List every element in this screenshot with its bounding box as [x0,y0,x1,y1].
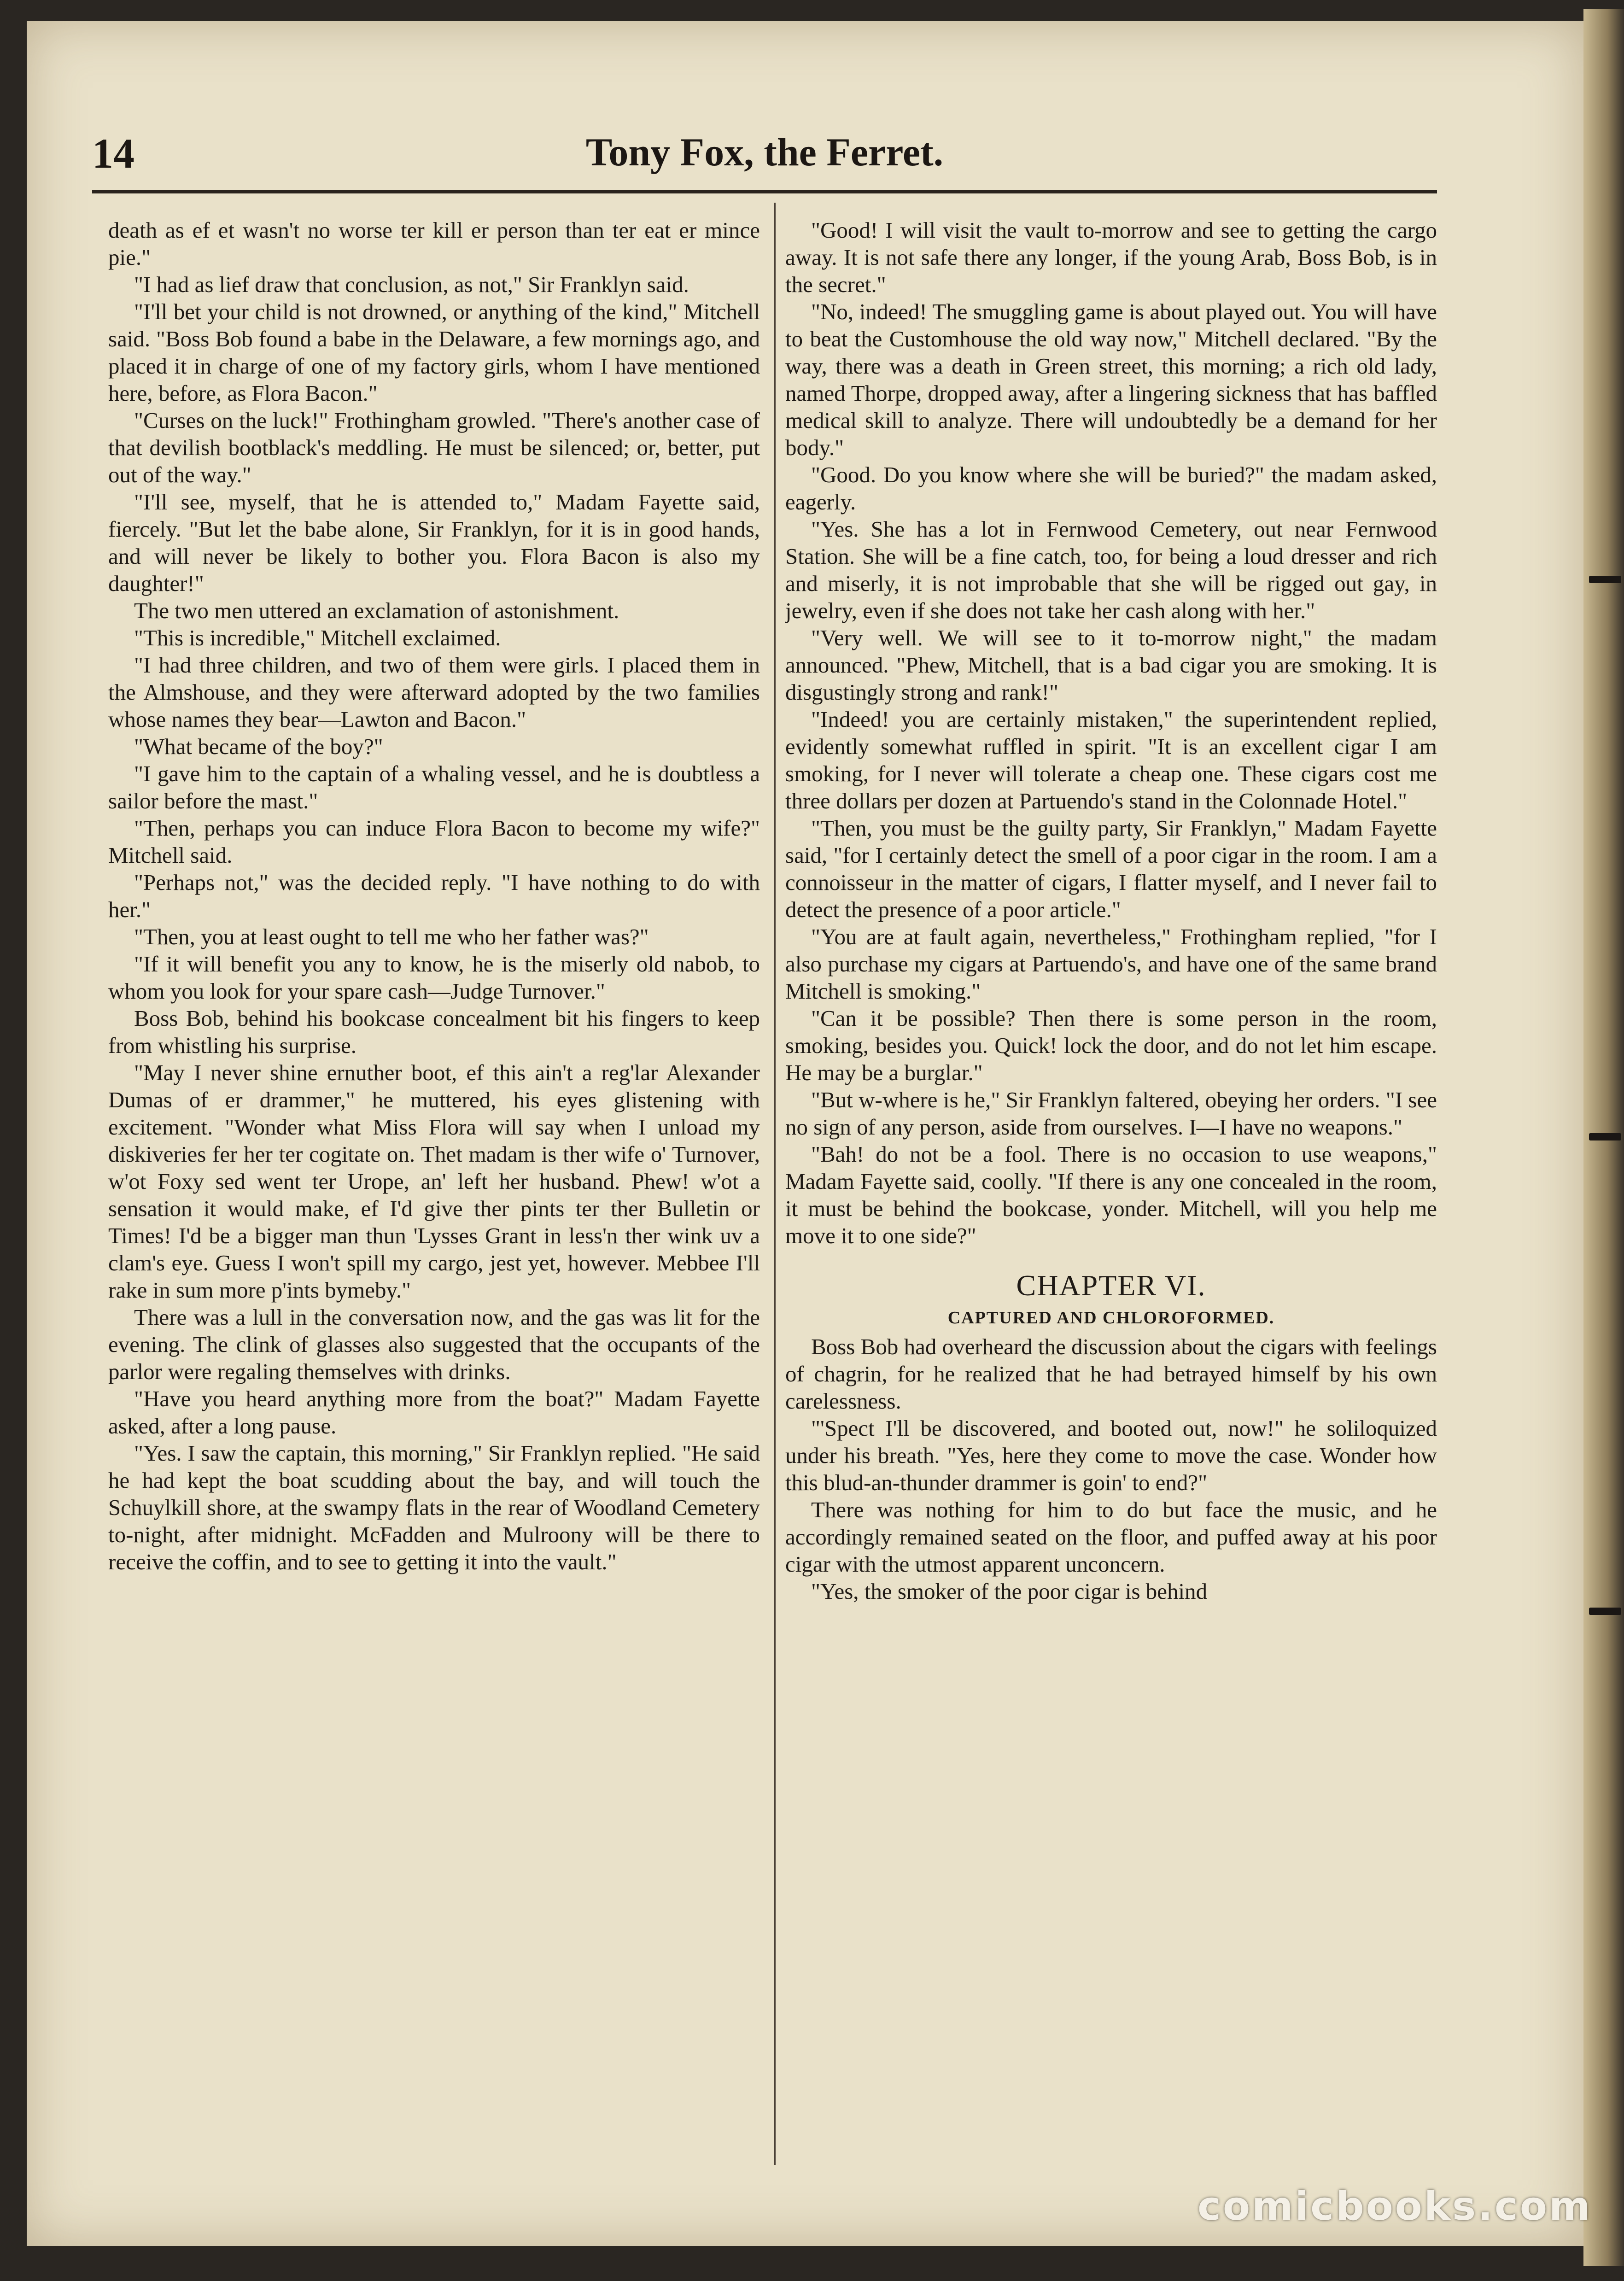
left-column [108,216,760,2151]
paragraph: death as ef et wasn't no worse ter kill er person than ter eat er mince pie." [108,217,760,270]
paragraph: "Perhaps not," was the decided reply. "I have nothing to do with her." [108,870,760,922]
paragraph: "I had three children, and two of them were girls. I placed them in the Almshouse, and they were afterward adopted by the two families whose names they bear—Lawton and Bacon." [108,652,760,732]
chapter-subtitle: CAPTURED AND CHLOROFORMED. [947,1308,1275,1328]
paragraph: "Good! I will visit the vault to-morrow and see to getting the cargo away. It is not safe there any longer, if the young Arab, Boss Bob, is in the secret." [785,217,1437,297]
paragraph: Boss Bob, behind his bookcase concealment bit his fingers to keep from whistling his surprise. [108,1006,760,1058]
paragraph: "I had as lief draw that conclusion, as not," Sir Franklyn said. [134,272,689,297]
paragraph: There was nothing for him to do but face the music, and he accordingly remained seated on the floor, and puffed away at his poor cigar with the utmost apparent unconcern. [785,1497,1437,1577]
staple-middle [1589,1133,1621,1140]
paragraph: "Good. Do you know where she will be buried?" the madam asked, eagerly. [785,462,1437,515]
paragraph: "But w-where is he," Sir Franklyn faltered, obeying her orders. "I see no sign of any person, aside from ourselves. I—I have no weapons." [785,1087,1437,1140]
paragraph: "Have you heard anything more from the boat?" Madam Fayette asked, after a long pause. [108,1386,760,1439]
paragraph: The two men uttered an exclamation of astonishment. [134,598,619,623]
watermark: comicbooks.com [1198,2183,1592,2229]
paragraph: "What became of the boy?" [134,734,383,759]
staple-top [1589,576,1621,583]
paragraph: "Can it be possible? Then there is some person in the room, smoking, besides you. Quick! lock the door, and do not let him escape. He may be a burglar." [785,1006,1437,1085]
paragraph: "May I never shine ernuther boot, ef this ain't a reg'lar Alexander Dumas of er drammer," he muttered, his eyes glistening with excitement. "Wonder what Miss Flora will say when I unload my diskiveries fer her ter cogitate on. Thet madam is ther wife o' Turnover, w'ot Foxy sed went ter Urope, an' left her husband. Phew! w'ot a sensation it would make, ef I'd give ther pints ter ther Bulletin or Times! I'd be a bigger man thun 'Lysses Grant in less'n ther wink uv a clam's eye. Guess I won't spill my cargo, jest yet, however. Mebbee I'll rake in sum more p'ints bymeby." [108,1060,760,1303]
paragraph: "Indeed! you are certainly mistaken," the superintendent replied, evidently somewhat ruffled in spirit. "It is an excellent cigar I am smoking, for I never will tolerate a cheap one. These cigars cost me three dollars per dozen at Partuendo's stand in the Colonnade Hotel." [785,707,1437,813]
paragraph: "Bah! do not be a fool. There is no occasion to use weapons," Madam Fayette said, coolly. "If there is any one concealed in the room, it must be behind the bookcase, yonder. Mitchell, will you help me move it to one side?" [785,1141,1437,1248]
staple-bottom [1589,1608,1621,1615]
paragraph: "I gave him to the captain of a whaling vessel, and he is doubtless a sailor before the mast." [108,761,760,813]
running-title: Tony Fox, the Ferret. [585,130,944,174]
paragraph: "If it will benefit you any to know, he is the miserly old nabob, to whom you look for your spare cash—Judge Turnover." [108,951,760,1004]
paragraph: "'Spect I'll be discovered, and booted out, now!" he soliloquized under his breath. "Yes, here they come to move the case. Wonder how this blud-an-thunder drammer is goin' to end?" [785,1415,1437,1495]
right-column [785,216,1437,2151]
page-number: 14 [92,130,134,177]
paragraph: "Then, perhaps you can induce Flora Bacon to become my wife?" Mitchell said. [108,815,760,868]
paragraph: "Yes, the smoker of the poor cigar is behind [811,1579,1208,1604]
paragraph: "Then, you at least ought to tell me who her father was?" [134,924,649,949]
paragraph: Boss Bob had overheard the discussion about the cigars with feelings of chagrin, for he realized that he had betrayed himself by his own carelessness. [785,1334,1437,1414]
column-divider [774,203,776,2165]
paragraph: There was a lull in the conversation now, and the gas was lit for the evening. The clink of glasses also suggested that the occupants of the parlor were regaling themselves with drinks. [108,1304,760,1384]
paragraph: "Yes. She has a lot in Fernwood Cemetery, out near Fernwood Station. She will be a fine catch, too, for being a loud dresser and rich and miserly, it is not improbable that she will be rigged out gay, in jewelry, even if she does not take her cash along with her." [785,516,1437,623]
header-rule [92,190,1437,193]
paragraph: "I'll bet your child is not drowned, or anything of the kind," Mitchell said. "Boss Bob found a babe in the Delaware, a few mornings ago, and placed it in charge of one of my factory girls, whom I have mentioned here, before, as Flora Bacon." [108,299,760,406]
paragraph: "Then, you must be the guilty party, Sir Franklyn," Madam Fayette said, "for I certainly detect the smell of a poor cigar in the room. I am a connoisseur in the matter of cigars, I flatter myself, and I never fail to detect the presence of a poor article." [785,815,1437,922]
paragraph: "Curses on the luck!" Frothingham growled. "There's another case of that devilish bootblack's meddling. He must be silenced; or, better, put out of the way." [108,408,760,487]
paragraph: "Yes. I saw the captain, this morning," Sir Franklyn replied. "He said he had kept the boat scudding about the bay, and will touch the Schuylkill shore, at the swampy flats in the rear of Woodland Cemetery to-night, after midnight. McFadden and Mulroony will be there to receive the coffin, and to see to getting it into the vault." [108,1440,760,1574]
paragraph: "You are at fault again, nevertheless," Frothingham replied, "for I also purchase my cigars at Partuendo's, and have one of the same brand Mitchell is smoking." [785,924,1437,1004]
paragraph: "I'll see, myself, that he is attended to," Madam Fayette said, fiercely. "But let the babe alone, Sir Franklyn, for it is in good hands, and will never be likely to bother you. Flora Bacon is also my daughter!" [108,489,760,596]
paragraph: "This is incredible," Mitchell exclaimed. [134,625,501,650]
paragraph: "Very well. We will see to it to-morrow night," the madam announced. "Phew, Mitchell, that is a bad cigar you are smoking. It is disgustingly strong and rank!" [785,625,1437,705]
chapter-title: CHAPTER VI. [1016,1269,1206,1302]
paragraph: "No, indeed! The smuggling game is about played out. You will have to beat the Customhouse the old way now," Mitchell declared. "By the way, there was a death in Green street, this morning; a rich old lady, named Thorpe, dropped away, after a lingering sickness that has baffled medical skill to analyze. There will undoubtedly be a demand for her body." [785,299,1437,460]
page-header [92,129,1437,184]
